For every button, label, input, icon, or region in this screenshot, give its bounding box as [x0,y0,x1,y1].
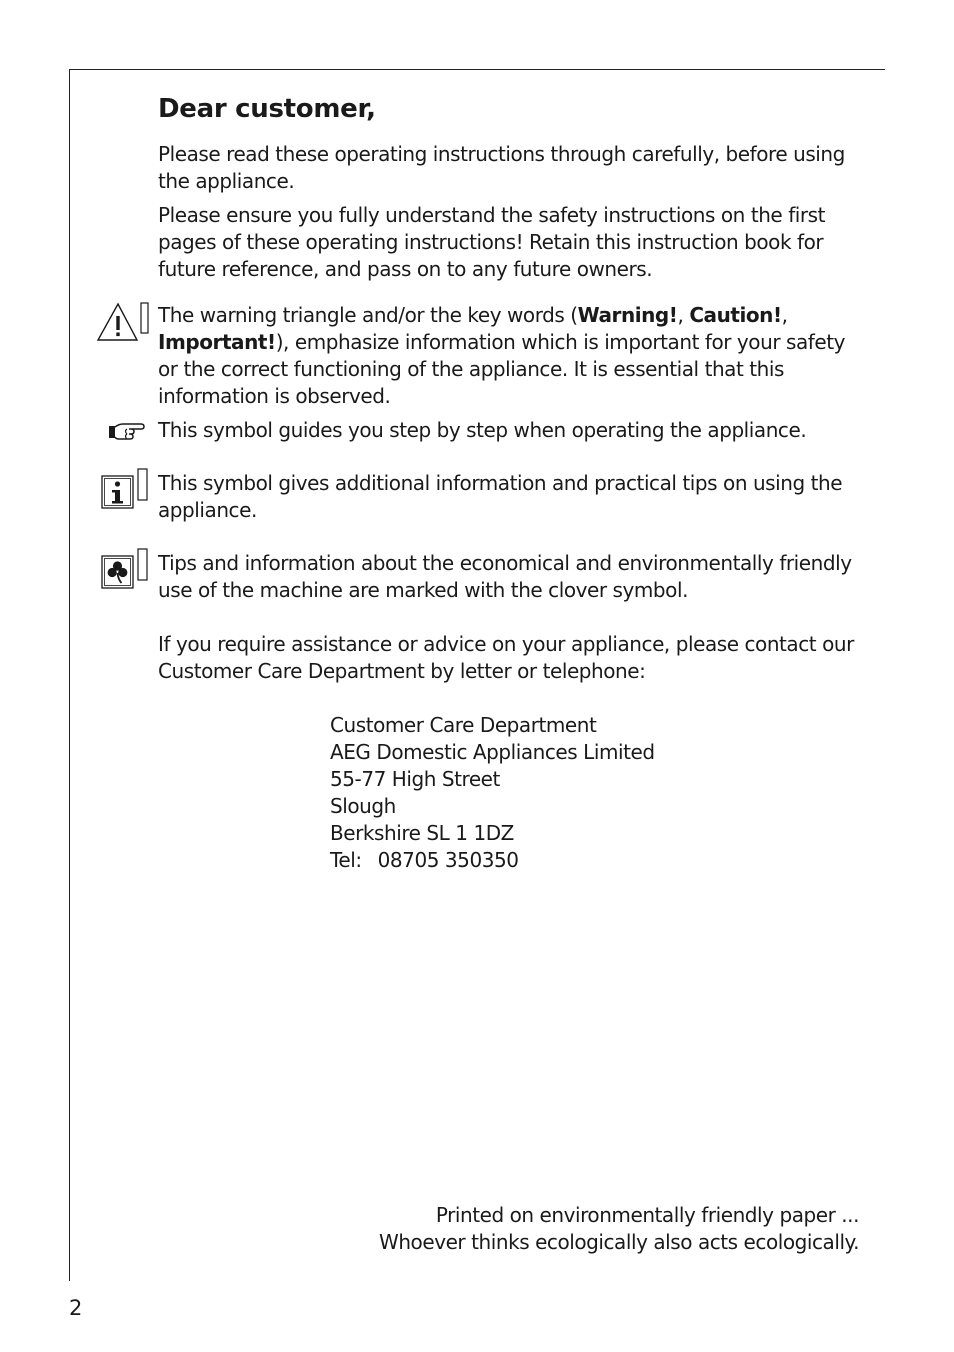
keyword-warning: Warning! [577,303,678,327]
warning-prefix: The warning triangle and/or the key words ( [158,303,578,327]
address-line: Berkshire SL 1 1DZ [330,821,514,845]
step-paragraph: This symbol guides you step by step when operating the appliance. [158,418,807,442]
customer-care-address [330,712,655,874]
page-number: 2 [69,1296,83,1320]
telephone-label: Tel: [330,848,362,872]
intro-paragraph-1: Please read these operating instructions through carefully, before using the appliance. [158,142,845,193]
warning-triangle-icon [96,300,156,344]
keyword-separator: , [781,303,788,327]
address-line: 55-77 High Street [330,767,500,791]
warning-paragraph [158,302,863,410]
clover-icon [100,546,152,592]
address-line: Slough [330,794,396,818]
eco-paragraph: Tips and information about the economical and environmentally friendly use of the machine are marked with the clover symbol. [158,551,852,602]
address-line: Customer Care Department [330,713,597,737]
keyword-caution: Caution! [689,303,782,327]
keyword-important: Important! [158,330,276,354]
eco-footer-note [379,1202,859,1256]
intro-paragraph-2: Please ensure you fully understand the safety instructions on the first pages of these operating instructions! Retain this instruction book for future reference, and pass on to any future owners. [158,203,826,281]
telephone-line [330,847,655,874]
address-line: AEG Domestic Appliances Limited [330,740,655,764]
top-rule [69,69,885,70]
pointing-hand-icon [107,420,147,442]
info-icon [100,466,152,512]
keyword-separator: , [677,303,690,327]
assistance-paragraph: If you require assistance or advice on your appliance, please contact our Customer Care Department by letter or telephone: [158,632,854,683]
info-paragraph: This symbol gives additional information and practical tips on using the appliance. [158,471,843,522]
warning-suffix: ), emphasize information which is important for your safety or the correct functioning of the appliance. It is essential that this information is observed. [158,330,845,408]
telephone-number: 08705 350350 [377,848,519,872]
left-rule [69,69,70,1281]
footer-line: Whoever thinks ecologically also acts ecologically. [379,1230,859,1254]
page-title: Dear customer, [158,94,376,124]
footer-line: Printed on environmentally friendly paper ... [435,1203,859,1227]
